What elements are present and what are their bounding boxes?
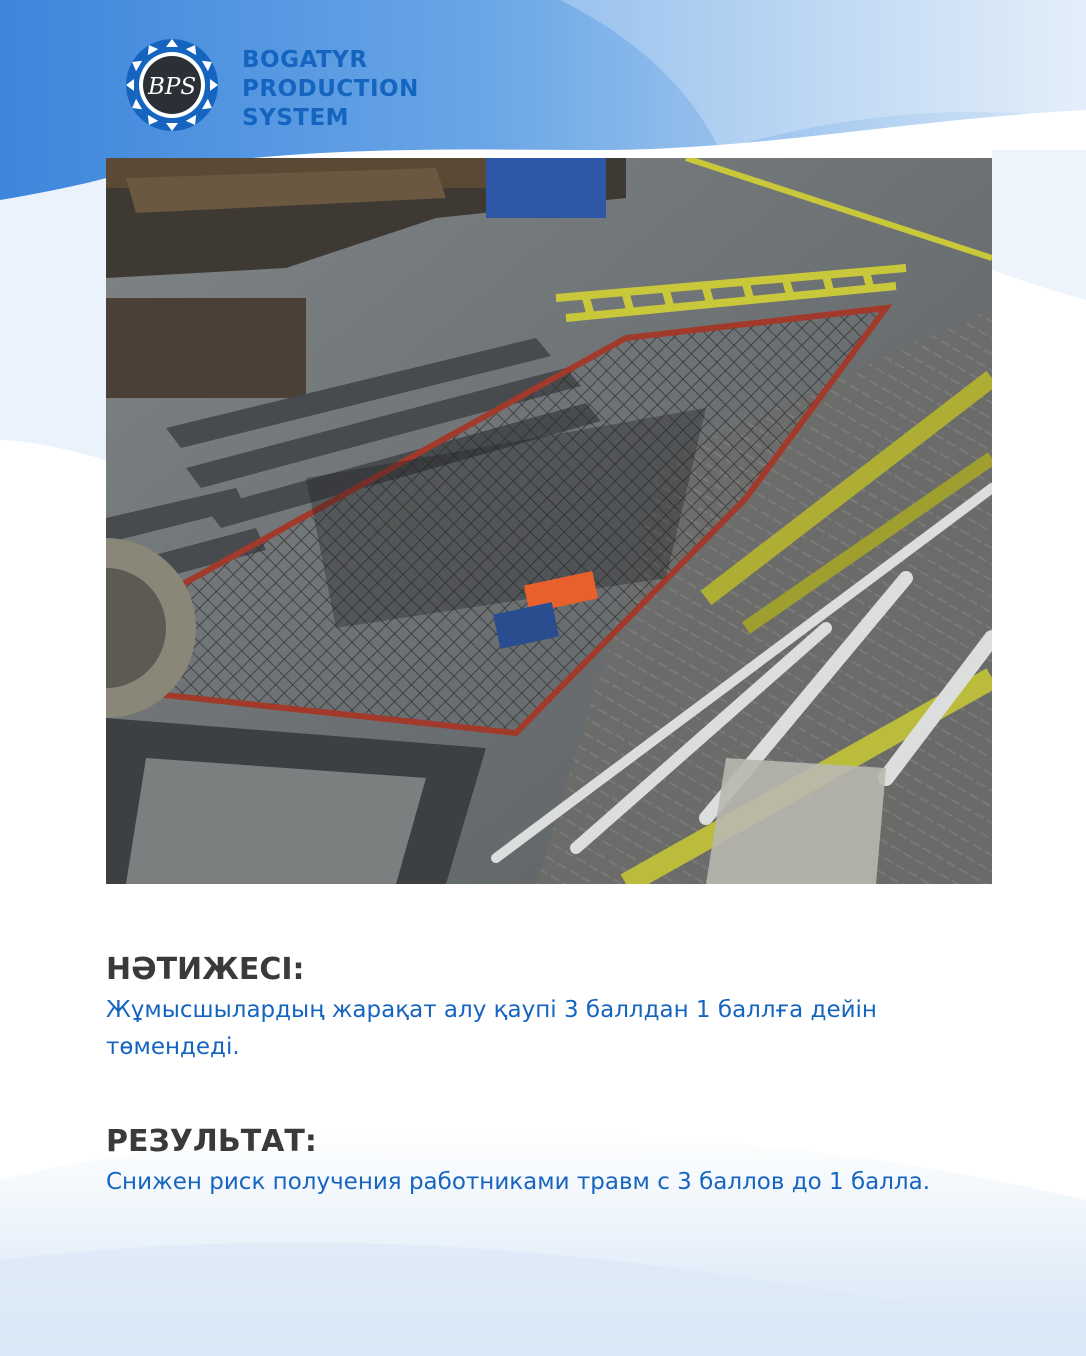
brand-line-2: PRODUCTION bbox=[242, 76, 419, 102]
brand-line-1: BOGATYR bbox=[242, 47, 368, 73]
result-section-kz bbox=[106, 952, 986, 1066]
svg-text:BPS: BPS bbox=[147, 74, 197, 100]
result-section-ru bbox=[106, 1124, 986, 1201]
gear-emblem-icon bbox=[118, 30, 226, 140]
safety-mesh-photo bbox=[106, 158, 992, 884]
result-heading-kz: НӘТИЖЕСІ: bbox=[106, 952, 305, 987]
brand-logo bbox=[118, 30, 458, 140]
brand-wordmark bbox=[242, 46, 419, 133]
result-text-ru: Снижен риск получения работниками травм с 3 баллов до 1 балла. bbox=[106, 1169, 931, 1195]
result-text-kz: Жұмысшылардың жарақат алу қаупі 3 баллдан 1 баллға дейін төмендеді. bbox=[106, 997, 877, 1060]
result-heading-ru: РЕЗУЛЬТАТ: bbox=[106, 1124, 317, 1159]
brand-line-3: SYSTEM bbox=[242, 105, 350, 131]
